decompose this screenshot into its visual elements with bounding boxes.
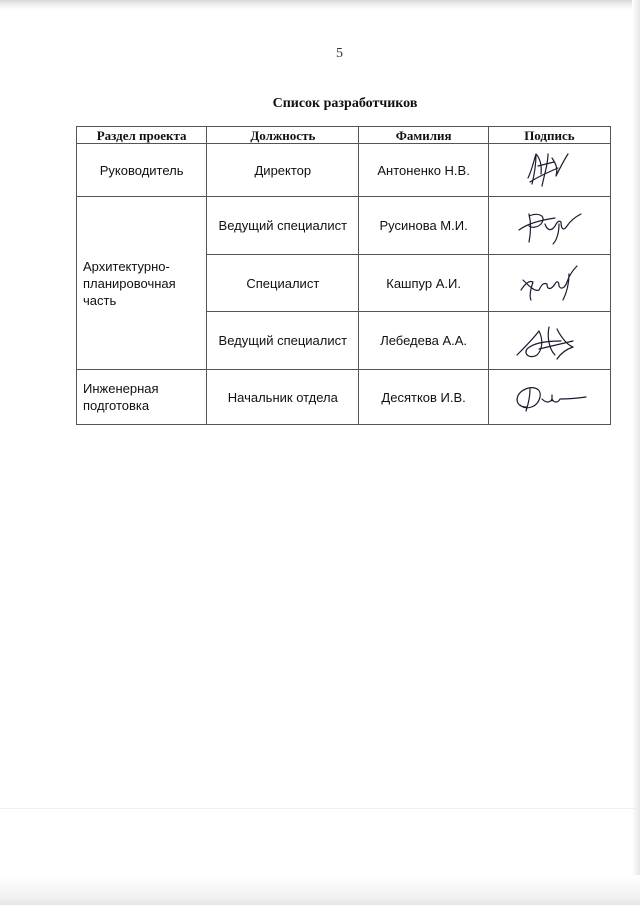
signature-rusinova-image (511, 204, 587, 248)
header-signature: Подпись (488, 127, 610, 144)
position-cell: Ведущий специалист (207, 312, 359, 370)
page-right-edge (632, 0, 640, 905)
header-section: Раздел проекта (77, 127, 207, 144)
table-row (77, 197, 611, 255)
name-cell: Антоненко Н.В. (359, 144, 488, 197)
header-name: Фамилия (359, 127, 488, 144)
page-number: 5 (336, 46, 343, 61)
signature-lebedeva-image (509, 319, 589, 363)
position-cell: Специалист (207, 255, 359, 312)
position-cell: Начальник отдела (207, 370, 359, 425)
position-cell: Ведущий специалист (207, 197, 359, 255)
signature-desyatkov-image (506, 377, 592, 417)
section-cell: Архитектурно-планировочная часть (77, 197, 207, 370)
name-cell: Русинова М.И. (359, 197, 488, 255)
signature-cell (488, 197, 610, 255)
section-cell: Инженерная подготовка (77, 370, 207, 425)
signature-cell (488, 255, 610, 312)
header-position: Должность (207, 127, 359, 144)
signature-cell (488, 312, 610, 370)
page-bottom-line (0, 808, 640, 809)
document-title: Список разработчиков (272, 96, 418, 111)
page-top-edge (0, 0, 640, 10)
signature-cell (488, 370, 610, 425)
name-cell: Десятков И.В. (359, 370, 488, 425)
table-header-row (77, 127, 611, 144)
section-cell: Руководитель (77, 144, 207, 197)
name-cell: Кашпур А.И. (359, 255, 488, 312)
name-cell: Лебедева А.А. (359, 312, 488, 370)
table-row (77, 370, 611, 425)
developers-table (76, 126, 611, 425)
signature-cell (488, 144, 610, 197)
position-cell: Директор (207, 144, 359, 197)
table-row (77, 144, 611, 197)
signature-kashpur-image (511, 260, 587, 306)
signature-antonenko-image (514, 148, 584, 192)
page-bottom-edge (0, 875, 640, 905)
